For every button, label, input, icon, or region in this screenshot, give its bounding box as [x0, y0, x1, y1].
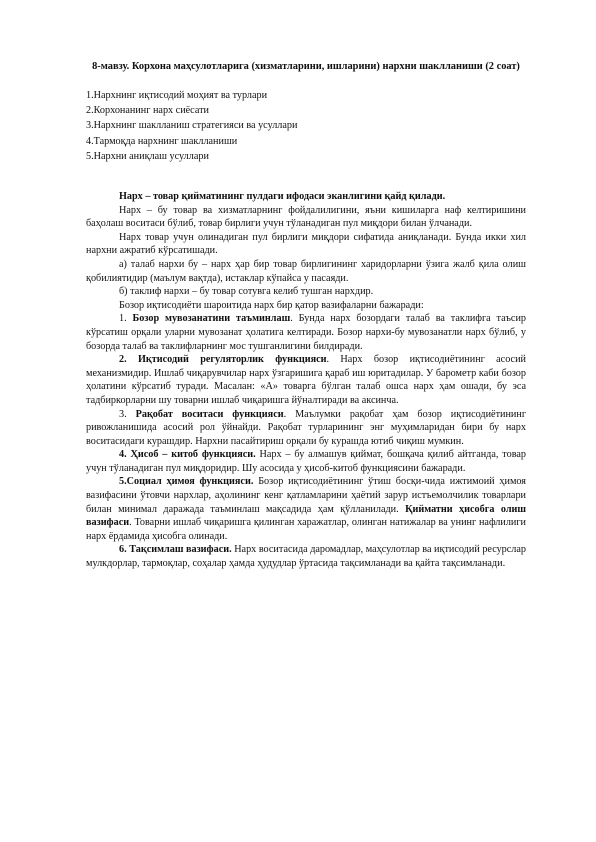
function-title: Қийматни ҳисобга олиш вазифаси	[86, 503, 527, 529]
topic-outline	[86, 88, 526, 164]
function-text: Нарх воситасида даромадлар, маҳсулотлар ва иқтисодий ресурслар мулкдорлар, тармоқлар, соҳалар ҳамда ҳудудлар ўртасида тақсимланади ва қайта тақсимланади.	[86, 544, 526, 570]
paragraph-function-2	[86, 353, 526, 407]
function-title: 6. Тақсимлаш вазифаси.	[119, 544, 232, 556]
paragraph: б) таклиф нархи – бу товар сотувга келиб тушган нархдир.	[119, 286, 374, 298]
paragraph-function-3	[86, 408, 526, 449]
paragraph-function-5	[86, 475, 526, 543]
function-text: . Маълумки рақобат ҳам бозор иқтисодиётининг ривожланишида асосий рол ўйнайди. Рақобат турларининг энг муҳимларидан бири бу нарх воситасидаги курашдир. Нархни пасайтириш орқали бу курашда ютиб чиқиш мумкин.	[86, 408, 527, 447]
paragraph: Нарх – бу товар ва хизматларнинг фойдалилигини, яъни кишиларга наф келтиришини баҳолаш воситаси бўлиб, товар бирлиги учун тўланадиган пул миқдори билан ўлчанади.	[86, 204, 526, 230]
function-title: 5.Социал ҳимоя функцияси.	[119, 476, 254, 488]
outline-item: 3.Нархнинг шаклланиш стратегияси ва усуллари	[86, 120, 298, 132]
function-title: Рақобат воситаси функцияси	[135, 408, 284, 420]
function-number: 3.	[119, 408, 127, 420]
document-body	[86, 190, 526, 571]
function-text: Бозор иқтисодиётининг ўтиш босқи-чида ижтимоий ҳимоя вазифасини ўтовчи нархлар, аҳолининг кенг қатламларини ҳаётий зарур истъемолчилик товарлари билан минимал даражада таъминлаш мақсадида ҳам қўлланилади.	[86, 476, 526, 515]
function-title: 4. Ҳисоб – китоб функцияси.	[119, 449, 256, 461]
function-title: Бозор мувозанатини таъминлаш	[132, 313, 291, 325]
document-title: 8-мавзу. Корхона маҳсулотларига (хизматларини, ишларини) нархни шаклланиши (2 соат)	[92, 61, 520, 72]
outline-item: 2.Корхонанинг нарх сиёсати	[86, 105, 209, 117]
paragraph-function-6	[86, 543, 526, 570]
function-text: . Бунда нарх бозордаги талаб ва таклифга таъсир кўрсатиш орқали уларни мувозанат ҳолатига келтиради. Бозор нархи-бу мувозанатли нарх бўлиб, у бозорда талаб ва таклифларнинг мос тушганлигини билдиради.	[86, 313, 526, 352]
paragraph: Нарх товар учун олинадиган пул бирлиги миқдори сифатида аниқланади. Бунда икки хил нархни ажратиб кўрсатишади.	[86, 231, 526, 257]
function-text: . Товарни ишлаб чиқаришга қилинган харажатлар, олинган натижалар ва унинг нафлилиги нарх ёрдамида ҳисобга олинади.	[86, 517, 526, 542]
outline-item: 5.Нархни аниқлаш усуллари	[86, 150, 209, 162]
paragraph: Бозор иқтисодиёти шароитида нарх бир қатор вазифаларни бажаради:	[119, 299, 424, 311]
paragraph-function-1	[86, 312, 526, 353]
paragraph-definition	[86, 190, 526, 204]
outline-item: 4.Тармоқда нархнинг шаклланиши	[86, 135, 238, 147]
paragraph: а) талаб нархи бу – нарх ҳар бир товар бирлигининг харидорларни ўзига жалб қила олиш қобилиятидир (маълум вақтда), истаклар кўпайса у пасаяди.	[86, 258, 526, 284]
outline-item: 1.Нархнинг иқтисодий моҳият ва турлари	[86, 90, 268, 101]
function-text: . Нарх бозор иқтисодиётининг асосий механизмидир. Ишлаб чиқарувчилар нарх ўзгаришига қараб иш юритадилар. У барометр каби бозор ҳолатини кўрсатиб туради. Масалан: «А» товарга бўлган талаб ошса нарх ҳам ошади, бу эса тадбиркорларни шу товарни ишлаб чиқаришга йўналтиради ва аксинча.	[86, 354, 526, 406]
function-title: 2. Иқтисодий регуляторлик функцияси	[119, 354, 327, 366]
paragraph-function-4	[86, 448, 526, 475]
function-text: Нарх – бу алмашув қиймат, бошқача қилиб айтганда, товар учун тўланадиган пул миқдоридир. Шу асосида у ҳисоб-китоб функциясини бажаради.	[86, 449, 526, 474]
bold-definition: Нарх – товар қийматининг пулдаги ифодаси эканлигини қайд қилади.	[119, 191, 446, 202]
function-number: 1.	[119, 313, 127, 325]
